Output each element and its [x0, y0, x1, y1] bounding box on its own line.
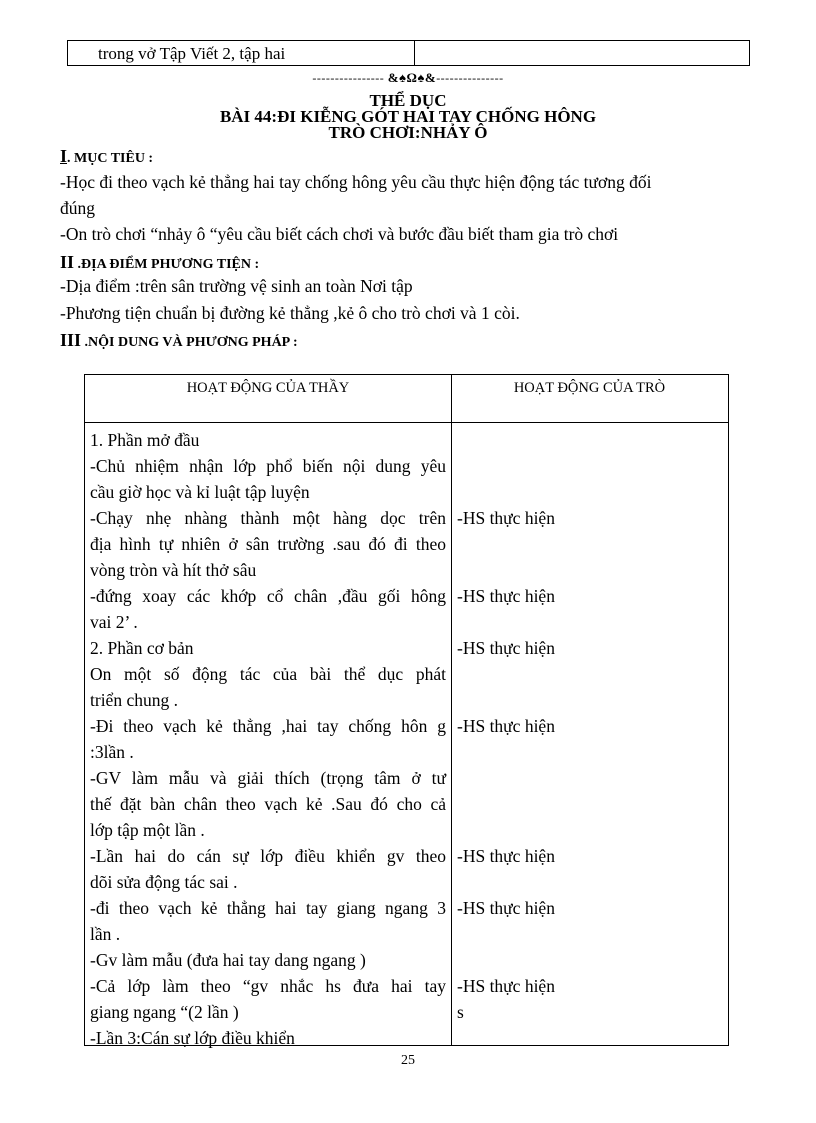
section-1-heading: [60, 146, 153, 167]
page-number: 25: [401, 1053, 415, 1068]
section-1-heading-text: . MỤC TIÊU :: [67, 151, 154, 166]
student-activity-entry: -HS thực hiện: [457, 976, 555, 996]
student-activity-entry: -HS thực hiện: [457, 716, 555, 736]
section-label-main: 2. Phần cơ bản: [90, 638, 194, 658]
divider-dashes-right: ---------------: [436, 71, 504, 85]
teacher-line: -Gv làm mẫu (đưa hai tay dang ngang ): [90, 950, 366, 970]
teacher-line: dõi sửa động tác sai .: [90, 872, 238, 892]
objective-line: -Học đi theo vạch kẻ thẳng hai tay chống hông yêu cầu thực hiện động tác tương đối: [60, 172, 652, 192]
lesson-subject-title: THỂ DỤC: [369, 91, 447, 110]
section-2-roman: II: [60, 252, 75, 272]
top-table-cell-right: [415, 41, 749, 65]
teacher-line: -Cả lớp làm theo “gv nhắc hs đưa hai tay: [90, 976, 446, 996]
teacher-line: lần .: [90, 924, 121, 944]
section-label-intro: 1. Phần mở đầu: [90, 430, 200, 450]
teacher-line: địa hình tự nhiên ở sân trường .sau đó đi theo: [90, 534, 446, 554]
teacher-line: triển chung .: [90, 690, 178, 710]
top-table-fragment: [67, 40, 750, 66]
student-activity-entry: s: [457, 1002, 464, 1022]
divider-dashes-left: ----------------: [312, 71, 388, 85]
header-student-activity: HOẠT ĐỘNG CỦA TRÒ: [513, 380, 666, 396]
teacher-line: -Lần hai do cán sự lớp điều khiển gv theo: [90, 846, 446, 866]
teacher-line: vòng tròn và hít thở sâu: [90, 560, 257, 580]
equipment-line: -Phương tiện chuẩn bị đường kẻ thẳng ,kẻ ô cho trò chơi và 1 còi.: [60, 303, 520, 323]
section-2-heading-text: .ĐỊA ĐIỂM PHƯƠNG TIỆN :: [74, 257, 260, 272]
location-line: -Dịa điểm :trên sân trường vệ sinh an toàn Nơi tập: [60, 276, 413, 296]
teacher-line: -đi theo vạch kẻ thẳng hai tay giang ngang 3: [90, 898, 446, 918]
section-3-heading: [60, 330, 298, 351]
teacher-line: -Chạy nhẹ nhàng thành một hàng dọc trên: [90, 508, 446, 528]
section-3-roman: III: [60, 330, 82, 350]
section-1-roman: I: [60, 146, 68, 166]
teacher-line: giang ngang “(2 lần ): [90, 1002, 239, 1022]
objective-line: đúng: [60, 198, 95, 218]
game-title: TRÒ CHƠI:NHẢY Ô: [328, 123, 488, 142]
top-table-cell-left: trong vở Tập Viết 2, tập hai: [68, 41, 415, 65]
teacher-line: thế đặt bàn chân theo vạch kẻ .Sau đó cho cả: [90, 794, 446, 814]
lesson-title: BÀI 44:ĐI KIỄNG GÓT HAI TAY CHỐNG HÔNG: [219, 107, 597, 126]
section-2-heading: [60, 252, 259, 273]
student-activity-entry: -HS thực hiện: [457, 846, 555, 866]
student-activity-entry: -HS thực hiện: [457, 586, 555, 606]
divider-ornament: &♠Ω♠&: [387, 70, 437, 85]
student-activity-entry: -HS thực hiện: [457, 508, 555, 528]
teacher-line: vai 2’ .: [90, 612, 138, 632]
teacher-line: -GV làm mẫu và giải thích (trọng tâm ở tư: [90, 768, 446, 788]
teacher-line: -đứng xoay các khớp cổ chân ,đầu gối hông: [90, 586, 446, 606]
table-header-divider: [85, 422, 728, 423]
section-3-heading-text: .NỘI DUNG VÀ PHƯƠNG PHÁP :: [81, 335, 298, 350]
teacher-line: cầu giờ học và kỉ luật tập luyện: [90, 482, 310, 502]
teacher-activity-cell: [90, 427, 446, 1051]
teacher-line: -Chủ nhiệm nhận lớp phổ biến nội dung yêu: [90, 456, 446, 476]
table-column-divider: [451, 375, 452, 1045]
teacher-line: lớp tập một lần .: [90, 820, 205, 840]
header-teacher-activity: HOẠT ĐỘNG CỦA THẦY: [186, 380, 350, 396]
section-divider: [0, 70, 816, 86]
student-activity-entry: -HS thực hiện: [457, 638, 555, 658]
teacher-line: :3lần .: [90, 742, 134, 762]
teacher-line: -Lần 3:Cán sự lớp điều khiển: [90, 1028, 295, 1048]
teacher-line: -Đi theo vạch kẻ thẳng ,hai tay chống hôn g: [90, 716, 446, 736]
teacher-line: On một số động tác của bài thể dục phát: [90, 664, 446, 684]
student-activity-entry: -HS thực hiện: [457, 898, 555, 918]
objective-line: -On trò chơi “nhảy ô “yêu cầu biết cách chơi và bước đầu biết tham gia trò chơi: [60, 224, 619, 244]
activity-table: [84, 374, 729, 1046]
